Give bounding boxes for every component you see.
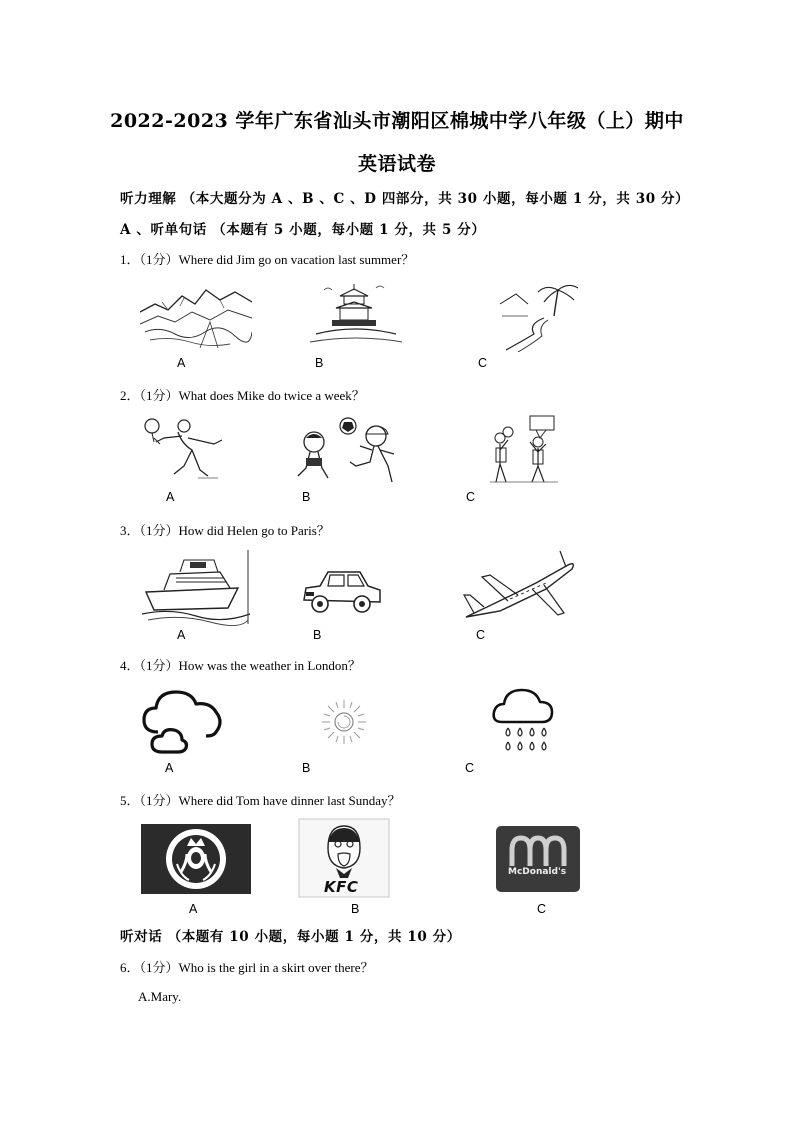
question-1 [120, 249, 414, 268]
cloudy-icon[interactable] [140, 686, 224, 756]
option-label-c: C [465, 761, 475, 775]
option-label-c: C [537, 902, 547, 916]
question-number: 4．（1分） [120, 658, 179, 673]
option-label-a: A [166, 490, 175, 504]
section-a: A 、听单句话 （本题有 5 小题，每小题 1 分，共 5 分） [120, 222, 486, 238]
airplane-picture[interactable] [460, 545, 578, 625]
option-label-b: B [313, 628, 322, 642]
basketball-picture[interactable] [486, 412, 562, 486]
question-text: Where did Jim go on vacation last summer？ [178, 252, 415, 267]
option-label-b: B [351, 902, 360, 916]
ship-picture[interactable] [140, 548, 252, 626]
question-text: What does Mike do twice a week？ [178, 388, 365, 403]
option-label-a: A [165, 761, 174, 775]
question-number: 6．（1分） [120, 960, 179, 975]
rainy-icon[interactable] [490, 686, 556, 754]
option-label-c: C [476, 628, 486, 642]
soccer-picture[interactable] [292, 416, 404, 488]
mcdonalds-logo-text: McDonald's [508, 867, 567, 877]
question-text: Where did Tom have dinner last Sunday？ [178, 793, 401, 808]
kfc-logo-text: KFC [324, 878, 359, 896]
question-number: 5．（1分） [120, 793, 179, 808]
question-5 [120, 790, 400, 809]
exam-title-line1: 2022-2023 学年广东省汕头市潮阳区棉城中学八年级（上）期中 [110, 110, 684, 132]
question-number: 3．（1分） [120, 523, 179, 538]
option-label-a: A [189, 902, 198, 916]
question-number: 2．（1分） [120, 388, 179, 403]
option-label-a: A [177, 628, 186, 642]
mcdonalds-logo[interactable] [496, 826, 580, 892]
question-text: How was the weather in London？ [178, 658, 361, 673]
question-number: 1．（1分） [120, 252, 179, 267]
option-label-b: B [315, 356, 324, 370]
car-picture[interactable] [300, 566, 384, 618]
option-label-a: A [177, 356, 186, 370]
starbucks-logo[interactable] [141, 824, 251, 894]
sunny-icon[interactable] [318, 696, 370, 748]
question-2 [120, 385, 365, 404]
section-listening: 听力理解 （本大题分为 A 、B 、C 、D 四部分，共 30 小题，每小题 1 分，共 30 分） [120, 191, 690, 207]
option-label-b: B [302, 490, 311, 504]
question-3 [120, 520, 330, 539]
exam-title-line2: 英语试卷 [357, 153, 436, 175]
question-6-option-a[interactable]: A.Mary. [138, 989, 182, 1004]
mountains-picture[interactable] [140, 282, 252, 352]
option-label-c: C [466, 490, 476, 504]
question-4 [120, 655, 361, 674]
beach-picture[interactable] [498, 282, 580, 352]
pagoda-picture[interactable] [306, 282, 406, 352]
badminton-picture[interactable] [138, 414, 228, 486]
question-text: How did Helen go to Paris？ [178, 523, 330, 538]
section-dialog: 听对话 （本题有 10 小题，每小题 1 分，共 10 分） [120, 929, 461, 945]
option-label-c: C [478, 356, 488, 370]
question-6 [120, 957, 373, 976]
question-text: Who is the girl in a skirt over there？ [178, 960, 374, 975]
option-label-b: B [302, 761, 311, 775]
